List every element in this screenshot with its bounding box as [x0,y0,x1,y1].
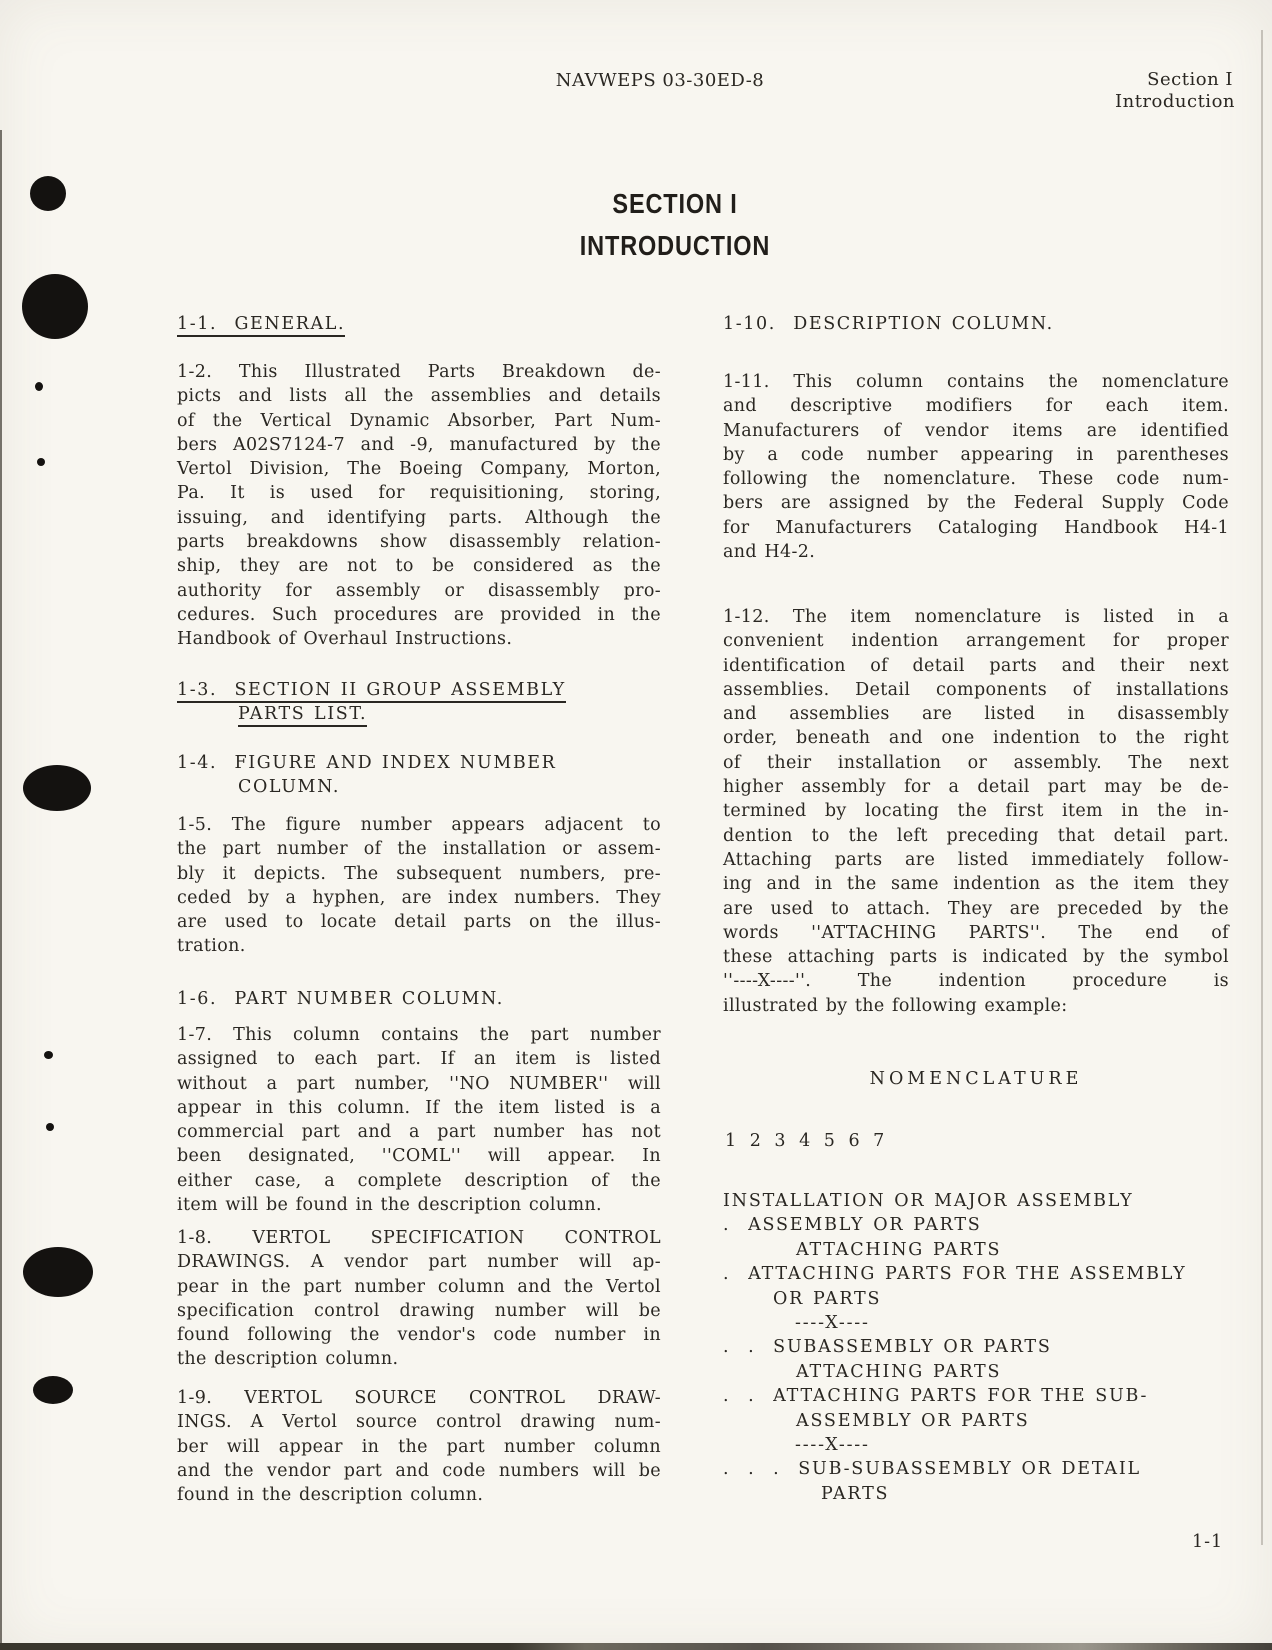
section-title: SECTION I [612,188,738,219]
punch-mark [23,765,91,811]
text-line: 1-5. The figure number appears adjacent to [177,815,661,835]
section-subtitle: INTRODUCTION [579,230,771,261]
text-line: ----X---- [795,1435,870,1456]
text-line: ''----X----''. The indention procedure is [723,971,1229,992]
heading-underlined-text: PARTS LIST. [238,704,367,727]
text-line: Handbook of Overhaul Instructions. [177,629,513,650]
text-line: and descriptive modifiers for each item. [723,396,1229,417]
scan-edge-left [0,130,2,1650]
indention-index-digits: 1 2 3 4 5 6 7 [725,1131,885,1151]
text-line: following the nomenclature. These code num- [723,469,1229,490]
text-line: found in the description column. [177,1485,484,1506]
scan-edge-bottom [0,1643,1272,1650]
heading-1-6-part-number-column: 1-6. PART NUMBER COLUMN. [177,989,504,1009]
heading-1-3-group-assembly-parts-list [177,678,661,727]
text-line: and H4-2. [723,542,816,563]
text-line: INGS. A Vertol source control drawing num- [177,1412,661,1433]
paragraph-1-7 [177,1023,661,1217]
text-line: without a part number, ''NO NUMBER'' will [177,1073,661,1094]
heading-line: COLUMN. [238,777,341,798]
text-line: by a code number appearing in parentheses [723,444,1229,465]
text-line: 1-2. This Illustrated Parts Breakdown de- [177,362,661,382]
text-line: commercial part and a part number has not [177,1122,661,1143]
punch-mark [22,274,88,339]
paragraph-1-12 [723,605,1229,1018]
heading-line [177,678,661,702]
text-line: 1-12. The item nomenclature is listed in a [723,607,1229,627]
text-line: PARTS [821,1483,890,1504]
nomenclature-heading: NOMENCLATURE [869,1069,1083,1089]
indention-example-list [723,1189,1229,1506]
text-line: identification of detail parts and their next [723,655,1229,676]
text-line: been designated, ''COML'' will appear. In [177,1146,661,1167]
text-line: ceded by a hyphen, are index numbers. They [177,887,661,908]
text-line: assigned to each part. If an item is listed [177,1049,661,1070]
text-line: DRAWINGS. A vendor part number will ap- [177,1252,661,1273]
speck-mark [35,382,43,391]
text-line: convenient indention arrangement for proper [723,631,1229,652]
text-line: Pa. It is used for requisitioning, storing, [177,483,661,504]
text-line: Manufacturers of vendor items are identified [723,420,1229,441]
text-line: . . SUBASSEMBLY OR PARTS [723,1337,1052,1358]
text-line: bers A02S7124-7 and -9, manufactured by the [177,434,661,455]
text-line: . ASSEMBLY OR PARTS [723,1215,982,1236]
text-line: . . ATTACHING PARTS FOR THE SUB- [723,1386,1149,1407]
text-line: the description column. [177,1349,399,1370]
text-line: ber will appear in the part number column [177,1436,661,1457]
text-line: either case, a complete description of the [177,1170,661,1191]
text-line: are used to attach. They are preceded by the [723,898,1229,919]
text-line: found following the vendor's code number in [177,1325,661,1346]
speck-mark [46,1123,54,1131]
punch-mark [23,1247,93,1297]
text-line: authority for assembly or disassembly pro- [177,580,661,601]
text-line: parts breakdowns show disassembly relation- [177,532,661,553]
text-line: ing and in the same indention as the item they [723,874,1229,895]
text-line: Attaching parts are listed immediately follow- [723,849,1229,870]
punch-mark [30,176,66,211]
paragraph-1-2 [177,360,661,652]
text-line: assemblies. Detail components of installations [723,679,1229,700]
heading-underlined-text: 1-3. SECTION II GROUP ASSEMBLY [177,680,566,703]
document-number: NAVWEPS 03-30ED-8 [555,70,765,91]
header-section-label: Section I [1147,69,1233,90]
text-line: illustrated by the following example: [723,995,1068,1016]
text-line: order, beneath and one indention to the right [723,728,1229,749]
text-line: cedures. Such procedures are provided in the [177,604,661,625]
paragraph-1-5 [177,813,661,959]
speck-mark [37,458,45,466]
text-line: Vertol Division, The Boeing Company, Morton, [177,459,661,480]
text-line: higher assembly for a detail part may be de- [723,777,1229,798]
scan-edge-right [1261,30,1263,1545]
text-line: issuing, and identifying parts. Although the [177,507,661,528]
text-line: picts and lists all the assemblies and details [177,386,661,407]
text-line: INSTALLATION OR MAJOR ASSEMBLY [723,1191,1134,1211]
heading-line [238,702,661,726]
heading-1-4-figure-and-index-number [177,751,661,800]
heading-1-10-description-column: 1-10. DESCRIPTION COLUMN. [723,314,1054,334]
speck-mark [44,1051,53,1059]
text-line: 1-7. This column contains the part number [177,1025,661,1045]
text-line: dention to the left preceding that detail part. [723,825,1229,846]
text-line: pear in the part number column and the Vertol [177,1276,661,1297]
text-line: appear in this column. If the item listed is a [177,1097,661,1118]
text-line: the part number of the installation or assem- [177,839,661,860]
punch-mark [33,1376,73,1404]
text-line: termined by locating the first item in the in- [723,801,1229,822]
text-line: of the Vertical Dynamic Absorber, Part Num- [177,410,661,431]
text-line: bers are assigned by the Federal Supply Code [723,493,1229,514]
text-line: tration. [177,936,246,957]
text-line: ----X---- [795,1313,870,1334]
paragraph-1-11 [723,370,1229,564]
text-line: ship, they are not to be considered as the [177,556,661,577]
text-line: item will be found in the description column. [177,1195,602,1216]
text-line: bly it depicts. The subsequent numbers, pre- [177,863,661,884]
heading-underlined-text: 1-1. GENERAL. [177,314,345,337]
text-line: these attaching parts is indicated by the symbol [723,947,1229,968]
text-line: ASSEMBLY OR PARTS [796,1410,1030,1431]
text-line: for Manufacturers Cataloging Handbook H4-1 [723,517,1229,538]
paragraph-1-8 [177,1226,661,1372]
heading-1-1-general [177,312,661,336]
text-line: 1-11. This column contains the nomenclature [723,372,1229,392]
heading-line: 1-4. FIGURE AND INDEX NUMBER [177,753,557,773]
header-section-sublabel: Introduction [1115,91,1235,112]
text-line: words ''ATTACHING PARTS''. The end of [723,922,1229,943]
text-line: are used to locate detail parts on the illus- [177,912,661,933]
text-line: 1-9. VERTOL SOURCE CONTROL DRAW- [177,1388,661,1408]
text-line: and the vendor part and code numbers will be [177,1460,661,1481]
text-line: ATTACHING PARTS [796,1239,1002,1260]
text-line: and assemblies are listed in disassembly [723,704,1229,725]
text-line: 1-8. VERTOL SPECIFICATION CONTROL [177,1228,661,1248]
text-line: specification control drawing number will be [177,1300,661,1321]
page-number: 1-1 [1192,1532,1224,1552]
text-line: . ATTACHING PARTS FOR THE ASSEMBLY [723,1264,1187,1285]
paragraph-1-9 [177,1386,661,1507]
text-line: OR PARTS [773,1288,882,1309]
text-line: . . . SUB-SUBASSEMBLY OR DETAIL [723,1459,1141,1480]
text-line: ATTACHING PARTS [796,1361,1002,1382]
text-line: of their installation or assembly. The next [723,752,1229,773]
